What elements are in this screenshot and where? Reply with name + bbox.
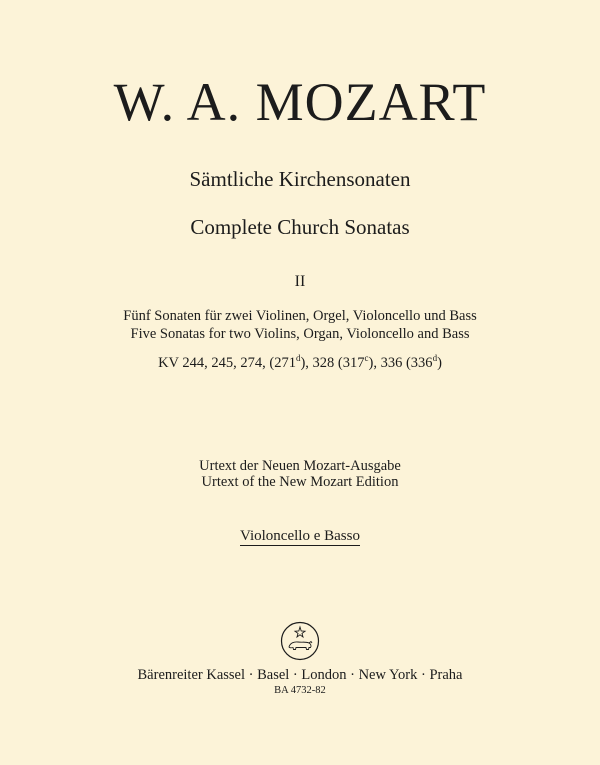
volume-number: II <box>294 273 306 290</box>
part-name <box>0 526 600 546</box>
description-german: Fünf Sonaten für zwei Violinen, Orgel, Violoncello und Bass <box>123 308 477 324</box>
edition-english: Urtext of the New Mozart Edition <box>201 474 399 490</box>
description-english: Five Sonatas for two Violins, Organ, Violoncello and Bass <box>130 326 470 342</box>
publisher-line: Bärenreiter Kassel · Basel · London · New York · Praha <box>137 667 463 683</box>
part-label: Violoncello e Basso <box>240 528 360 544</box>
kv-numbers: KV 244, 245, 274, (271$^d$), 328 (317$^c$), 336 (336$^d$) <box>158 353 442 371</box>
edition-german: Urtext der Neuen Mozart-Ausgabe <box>199 458 401 474</box>
title-german: Sämtliche Kirchensonaten <box>189 167 411 191</box>
publisher-logo-icon <box>280 621 320 661</box>
catalog-number: BA 4732-82 <box>274 685 326 696</box>
title-english: Complete Church Sonatas <box>190 215 410 239</box>
composer-name: W. A. MOZART <box>113 72 487 132</box>
